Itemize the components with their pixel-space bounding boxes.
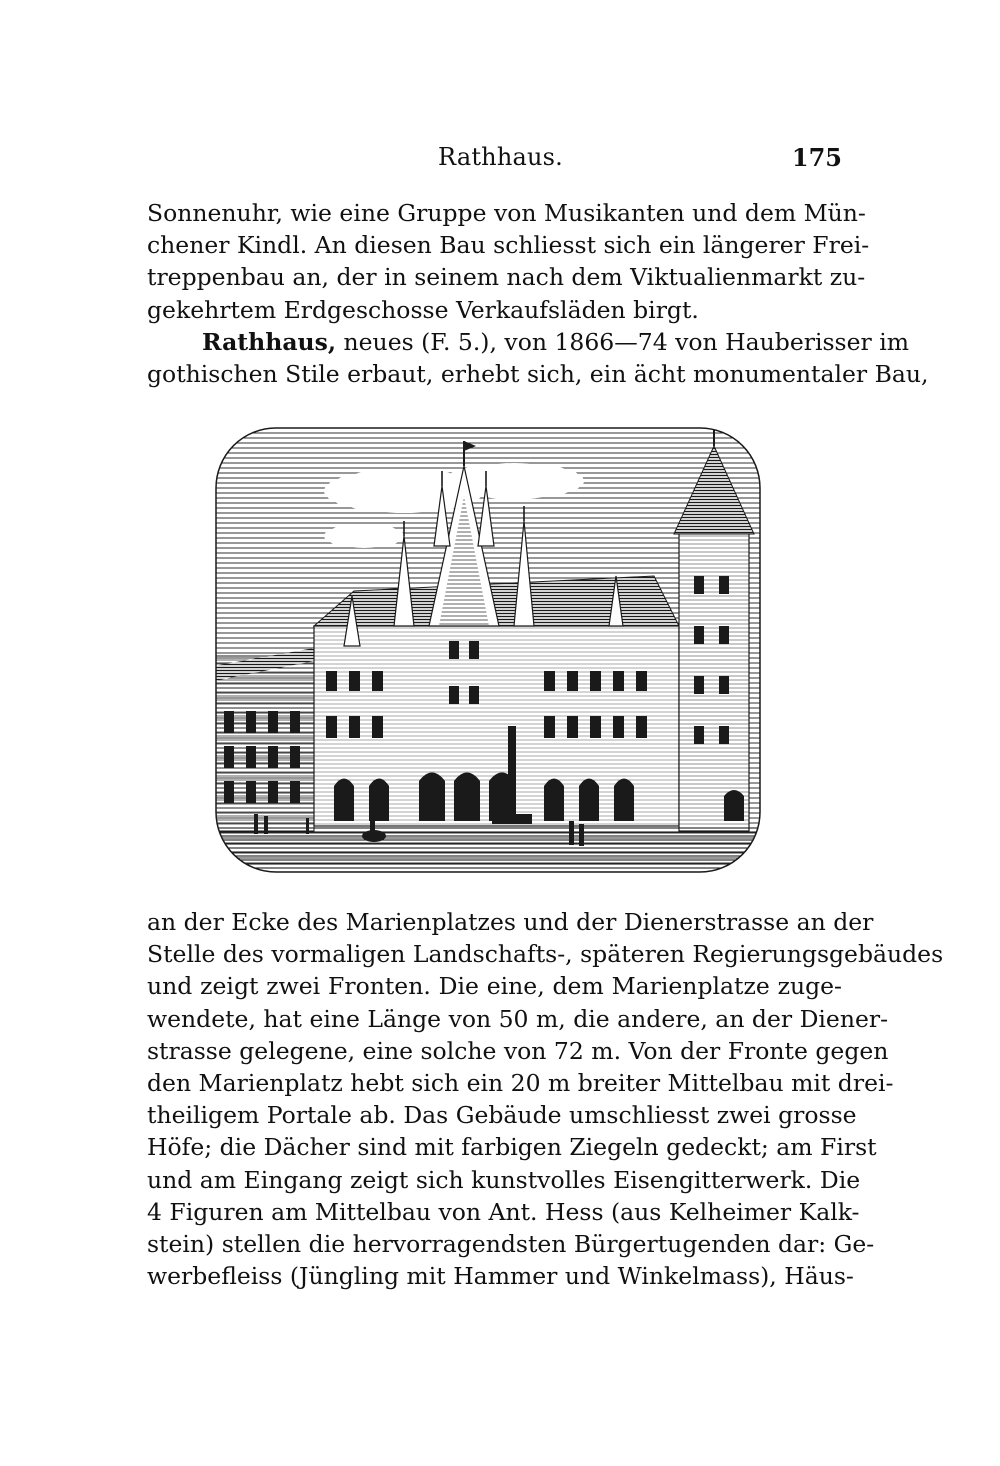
text-line: 4 Figuren am Mittelbau von Ant. Hess (aus Kelheimer Kalk- bbox=[147, 1197, 860, 1226]
entry-headword: Rathhaus, bbox=[202, 328, 337, 356]
text-line: Höfe; die Dächer sind mit farbigen Ziegeln gedeckt; am First bbox=[147, 1133, 877, 1162]
page-number: 175 bbox=[791, 143, 842, 172]
paragraph-rathhaus-intro bbox=[147, 326, 929, 390]
engraving-illustration bbox=[214, 426, 762, 874]
text-line: gekehrtem Erdgeschosse Verkaufsläden birgt. bbox=[147, 295, 699, 324]
text-line: den Marienplatz hebt sich ein 20 m breiter Mittelbau mit drei- bbox=[147, 1069, 894, 1098]
paragraph-sonnenuhr bbox=[147, 197, 870, 326]
text-line: Sonnenuhr, wie eine Gruppe von Musikanten und dem Mün- bbox=[147, 199, 866, 227]
paragraph-rathhaus-description bbox=[147, 906, 944, 1292]
running-title: Rathhaus. bbox=[438, 143, 563, 171]
text-line: treppenbau an, der in seinem nach dem Viktualienmarkt zu- bbox=[147, 263, 866, 292]
text-line: und am Eingang zeigt sich kunstvolles Eisengitterwerk. Die bbox=[147, 1165, 861, 1194]
text-line: gothischen Stile erbaut, erhebt sich, ein ächt monumentaler Bau, bbox=[147, 360, 929, 389]
running-header bbox=[147, 143, 842, 175]
text-line: strasse gelegene, eine solche von 72 m. Von der Fronte gegen bbox=[147, 1036, 889, 1065]
text-line: chener Kindl. An diesen Bau schliesst sich ein längerer Frei- bbox=[147, 231, 870, 260]
town-hall-engraving bbox=[214, 426, 762, 874]
text-run: neues (F. 5.), von 1866—74 von Hauberisser im bbox=[336, 328, 910, 356]
text-line: Stelle des vormaligen Landschafts-, späteren Regierungsgebäudes bbox=[147, 940, 944, 969]
text-line: an der Ecke des Marienplatzes und der Dienerstrasse an der bbox=[147, 908, 874, 936]
text-line bbox=[147, 326, 910, 358]
text-line: wendete, hat eine Länge von 50 m, die andere, an der Diener- bbox=[147, 1004, 889, 1033]
text-line: werbefleiss (Jüngling mit Hammer und Winkelmass), Häus- bbox=[147, 1262, 854, 1291]
text-line: und zeigt zwei Fronten. Die eine, dem Marienplatze zuge- bbox=[147, 972, 842, 1001]
text-line: stein) stellen die hervorragendsten Bürgertugenden dar: Ge- bbox=[147, 1230, 875, 1259]
text-line: theiligem Portale ab. Das Gebäude umschliesst zwei grosse bbox=[147, 1101, 857, 1130]
